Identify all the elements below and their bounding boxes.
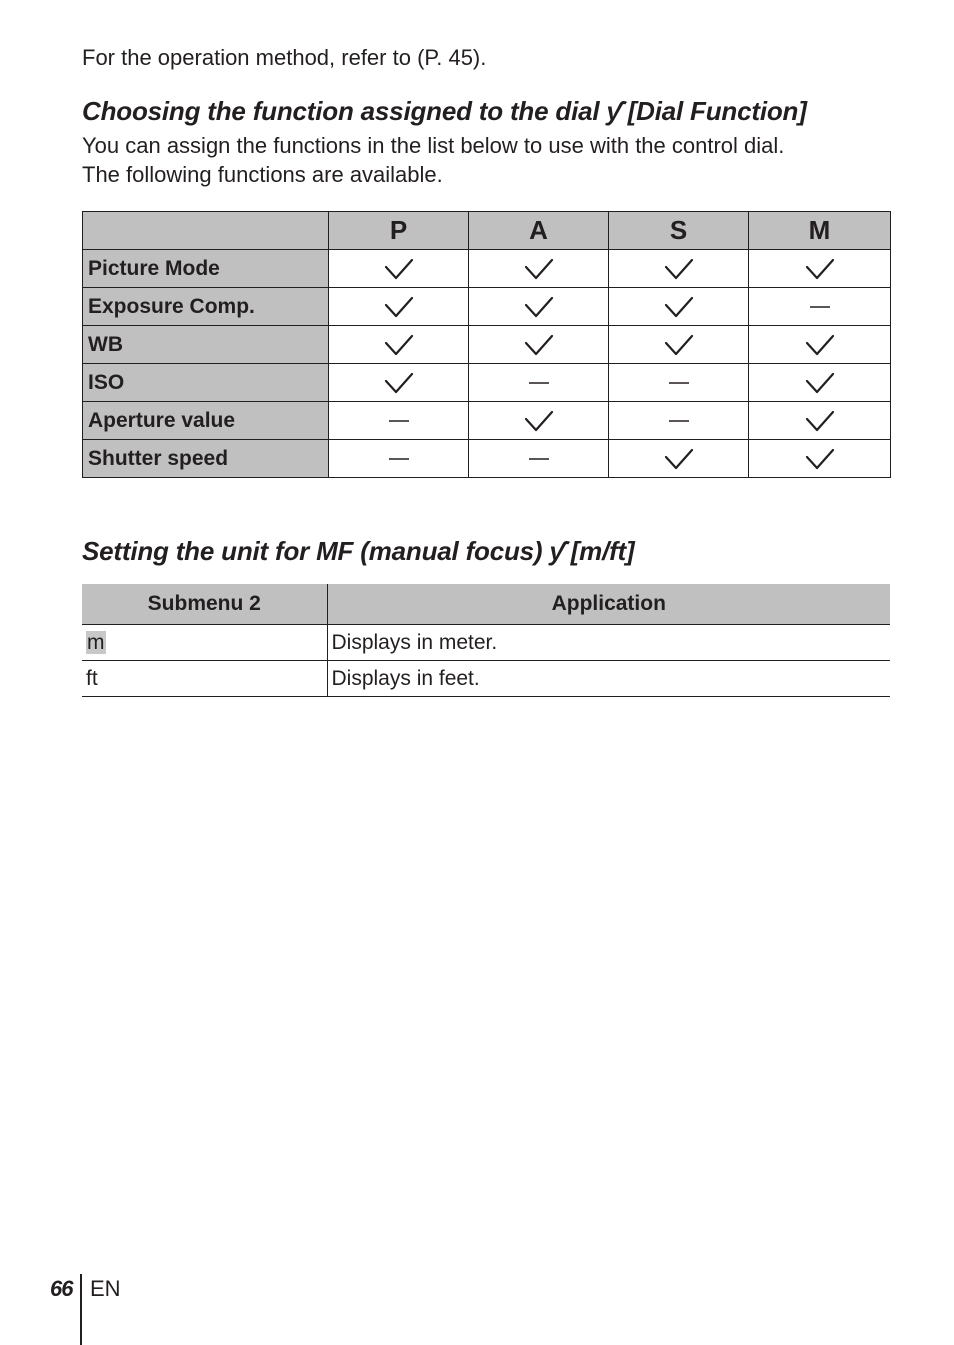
description-line: The following functions are available. bbox=[82, 162, 443, 187]
submenu-value-default: m bbox=[87, 630, 105, 654]
table-row bbox=[82, 625, 890, 661]
row-label: Aperture value bbox=[83, 402, 329, 440]
table-row bbox=[83, 288, 891, 326]
page-number: 66 bbox=[50, 1276, 73, 1301]
table-corner-cell bbox=[83, 212, 329, 250]
check-icon bbox=[469, 250, 609, 288]
dash-icon bbox=[749, 288, 891, 326]
column-header-a: A bbox=[469, 212, 609, 250]
check-icon bbox=[329, 364, 469, 402]
mf-unit-table bbox=[82, 584, 890, 697]
check-icon bbox=[329, 250, 469, 288]
check-icon bbox=[609, 440, 749, 478]
heading-text: Setting the unit for MF (manual focus) bbox=[82, 536, 550, 566]
check-icon bbox=[749, 440, 891, 478]
row-label: Shutter speed bbox=[83, 440, 329, 478]
check-icon bbox=[329, 288, 469, 326]
check-icon bbox=[329, 326, 469, 364]
menu-wrench-icon: ƴ bbox=[606, 96, 621, 126]
dash-icon bbox=[469, 364, 609, 402]
section-description bbox=[82, 131, 784, 189]
table-row bbox=[83, 364, 891, 402]
dash-icon bbox=[329, 402, 469, 440]
column-header-s: S bbox=[609, 212, 749, 250]
intro-text: For the operation method, refer to (P. 45). bbox=[82, 45, 487, 70]
table-header-row bbox=[82, 584, 890, 625]
application-cell: Displays in meter. bbox=[327, 625, 890, 661]
dash-icon bbox=[329, 440, 469, 478]
row-label: ISO bbox=[83, 364, 329, 402]
heading-suffix: [Dial Function] bbox=[620, 96, 807, 126]
check-icon bbox=[749, 364, 891, 402]
footer-divider bbox=[80, 1274, 82, 1345]
check-icon bbox=[749, 326, 891, 364]
dash-icon bbox=[609, 402, 749, 440]
application-cell: Displays in feet. bbox=[327, 661, 890, 697]
row-label: Picture Mode bbox=[83, 250, 329, 288]
table-row bbox=[83, 250, 891, 288]
submenu-cell: ft bbox=[82, 661, 327, 697]
table-header-row bbox=[83, 212, 891, 250]
column-header-application: Application bbox=[327, 584, 890, 625]
dash-icon bbox=[609, 364, 749, 402]
check-icon bbox=[609, 288, 749, 326]
submenu-cell bbox=[82, 625, 327, 661]
check-icon bbox=[609, 250, 749, 288]
row-label: Exposure Comp. bbox=[83, 288, 329, 326]
table-row bbox=[83, 326, 891, 364]
check-icon bbox=[749, 402, 891, 440]
table-row bbox=[83, 440, 891, 478]
table-row bbox=[83, 402, 891, 440]
column-header-m: M bbox=[749, 212, 891, 250]
heading-suffix: [m/ft] bbox=[563, 536, 635, 566]
check-icon bbox=[469, 402, 609, 440]
check-icon bbox=[749, 250, 891, 288]
row-label: WB bbox=[83, 326, 329, 364]
section-heading-mf-unit bbox=[82, 535, 634, 567]
dial-function-table bbox=[82, 211, 891, 478]
check-icon bbox=[469, 288, 609, 326]
column-header-submenu: Submenu 2 bbox=[82, 584, 327, 625]
check-icon bbox=[609, 326, 749, 364]
dash-icon bbox=[469, 440, 609, 478]
column-header-p: P bbox=[329, 212, 469, 250]
description-line: You can assign the functions in the list below to use with the control dial. bbox=[82, 133, 785, 158]
language-label: EN bbox=[90, 1276, 121, 1301]
section-heading-dial-function bbox=[82, 95, 807, 127]
heading-text: Choosing the function assigned to the dial bbox=[82, 96, 607, 126]
check-icon bbox=[469, 326, 609, 364]
menu-wrench-icon: ƴ bbox=[549, 536, 564, 566]
table-row bbox=[82, 661, 890, 697]
